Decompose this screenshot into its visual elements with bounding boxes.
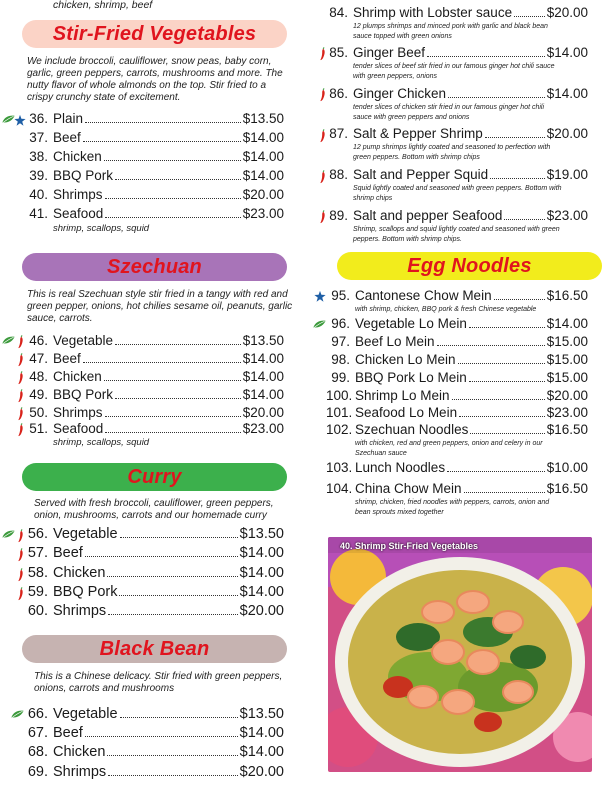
menu-item-row	[326, 481, 588, 499]
item-price: $14.00	[546, 86, 588, 101]
item-note: tender slices of beef stir fried in our famous ginger hot chili sauce with green peppers, onions	[353, 63, 555, 80]
item-note: with shrimp, chicken, BBQ pork & fresh Chinese vegetable	[355, 306, 537, 313]
chili-icon	[16, 548, 30, 562]
item-note: Squid lightly coated and seasoned with green peppers. Bottom with shrimp chips	[353, 185, 562, 202]
item-name: Shrimp with Lobster sauce	[353, 5, 513, 20]
item-price: $14.00	[239, 565, 284, 581]
menu-item-row	[326, 288, 588, 306]
item-name: Beef	[53, 545, 83, 561]
leader-dots	[504, 219, 544, 220]
leader-dots	[469, 381, 545, 382]
item-name: Beef	[53, 725, 83, 741]
item-number: 100.	[326, 388, 353, 403]
menu-item-row	[26, 206, 284, 224]
item-name: BBQ Pork	[53, 387, 114, 402]
item-note: Shrimp, scallops and squid lightly coated and seasoned with green peppers. Bottom with shrimp chips.	[353, 226, 560, 243]
item-name: Chicken	[53, 744, 106, 760]
item-price: $15.00	[546, 370, 588, 385]
item-name: Vegetable	[53, 526, 118, 542]
chili-icon	[16, 568, 30, 582]
item-price: $14.00	[242, 130, 284, 145]
item-price: $15.00	[546, 334, 588, 349]
item-price: $19.00	[546, 167, 588, 182]
leader-dots	[104, 160, 241, 161]
item-price: $20.00	[242, 187, 284, 202]
item-number: 102.	[326, 422, 353, 437]
item-name: Vegetable	[53, 706, 118, 722]
item-price: $14.00	[239, 725, 284, 741]
leader-dots	[514, 16, 545, 17]
star-icon	[313, 289, 327, 303]
leader-dots	[494, 299, 545, 300]
item-name: Seafood Lo Mein	[355, 405, 458, 420]
menu-item-row	[326, 352, 588, 370]
item-number: 95.	[331, 288, 350, 303]
item-price: $23.00	[242, 206, 284, 221]
item-name: Chicken	[53, 149, 102, 164]
item-price: $20.00	[239, 603, 284, 619]
chili-icon	[318, 47, 332, 61]
leader-dots	[448, 97, 545, 98]
item-price: $14.00	[239, 744, 284, 760]
item-number: 38.	[29, 149, 48, 164]
menu-item-row	[26, 187, 284, 205]
leader-dots	[490, 178, 545, 179]
item-price: $13.50	[242, 111, 284, 126]
food-photo	[328, 537, 592, 772]
item-note: 12 pump shrimps lightly coated and seasoned to perfection with green peppers. Bottom with shrimp chips	[353, 144, 551, 161]
leader-dots	[427, 56, 545, 57]
leader-dots	[83, 141, 241, 142]
szechuan-seafood-note: shrimp, scallops, squid	[53, 437, 150, 448]
item-name: Beef	[53, 130, 81, 145]
leader-dots	[470, 433, 544, 434]
item-number: 41.	[29, 206, 48, 221]
item-name: Shrimps	[53, 764, 107, 780]
item-price: $14.00	[242, 168, 284, 183]
chili-icon	[318, 88, 332, 102]
item-name: Beef Lo Mein	[355, 334, 435, 349]
menu-item-row	[326, 422, 588, 440]
item-number: 101.	[326, 405, 353, 420]
item-name: Szechuan Noodles	[355, 422, 469, 437]
menu-item-row	[26, 706, 284, 724]
chili-icon	[16, 389, 30, 403]
menu-item-row	[326, 167, 588, 185]
leader-dots	[464, 492, 545, 493]
item-name: Beef	[53, 351, 81, 366]
item-number: 50.	[29, 405, 48, 420]
menu-item-row	[26, 369, 284, 387]
item-number: 86.	[329, 86, 348, 101]
chili-icon	[16, 371, 30, 385]
leader-dots	[85, 736, 238, 737]
item-price: $16.50	[546, 288, 588, 303]
item-name: Cantonese Chow Mein	[355, 288, 492, 303]
item-note: shrimp, chicken, fried noodles with peppers, carrots, onion and bean sprouts mixed together	[355, 499, 550, 516]
menu-item-row	[326, 388, 588, 406]
leader-dots	[85, 556, 238, 557]
menu-item-row	[26, 725, 284, 743]
leader-dots	[452, 399, 545, 400]
star-icon	[13, 113, 27, 127]
item-price: $13.50	[242, 333, 284, 348]
menu-item-row	[326, 86, 588, 104]
menu-item-row	[26, 565, 284, 583]
item-number: 40.	[29, 187, 48, 202]
leader-dots	[115, 179, 241, 180]
menu-item-row	[326, 316, 588, 334]
leader-dots	[105, 198, 241, 199]
leader-dots	[119, 595, 237, 596]
menu-item-row	[26, 421, 284, 439]
menu-item-row	[326, 5, 588, 23]
menu-item-row	[26, 584, 284, 602]
menu-item-row	[26, 149, 284, 167]
item-price: $20.00	[239, 764, 284, 780]
curry-description: Served with fresh broccoli, cauliflower, green peppers, onion, mushrooms, carrots and our homemade curry	[34, 498, 274, 521]
top-fragment-text: chicken, shrimp, beef	[53, 0, 153, 11]
chili-icon	[318, 210, 332, 224]
item-name: Vegetable	[53, 333, 114, 348]
menu-item-row	[26, 744, 284, 762]
item-note: 12 plumps shrimps and minced pork with garlic and black bean sauce topped with green onions	[353, 23, 548, 40]
leaf-icon	[10, 708, 24, 722]
stir-fried-seafood-note: shrimp, scallops, squid	[53, 223, 150, 234]
item-number: 98.	[331, 352, 350, 367]
item-price: $16.50	[546, 422, 588, 437]
item-name: Salt and pepper Seafood	[353, 208, 503, 223]
item-number: 103.	[326, 460, 353, 475]
leaf-icon	[1, 334, 15, 348]
stir-fried-description: We include broccoli, cauliflower, snow peas, baby corn, garlic, green peppers, carrots, mushrooms and more. The nutty flavor of whole almonds on the top. Stir fried to a crispy crunchy state of excitement.	[27, 56, 283, 103]
item-name: BBQ Pork	[53, 584, 118, 600]
leader-dots	[105, 416, 241, 417]
leader-dots	[83, 362, 241, 363]
menu-item-row	[26, 333, 284, 351]
item-name: Shrimps	[53, 405, 103, 420]
item-price: $15.00	[546, 352, 588, 367]
item-price: $10.00	[546, 460, 588, 475]
menu-item-row	[26, 545, 284, 563]
item-number: 84.	[329, 5, 348, 20]
item-number: 47.	[29, 351, 48, 366]
item-number: 59.	[27, 584, 48, 600]
item-price: $20.00	[546, 388, 588, 403]
item-price: $14.00	[242, 149, 284, 164]
item-price: $16.50	[546, 481, 588, 496]
item-price: $23.00	[546, 208, 588, 223]
item-number: 96.	[331, 316, 350, 331]
chili-icon	[16, 529, 30, 543]
leader-dots	[437, 345, 545, 346]
item-name: Shrimps	[53, 187, 103, 202]
szechuan-description: This is real Szechuan style stir fried in a tangy with red and green pepper, onions, hot chilies sesame oil, peanuts, garlic sauce, carrots.	[27, 289, 293, 324]
item-price: $20.00	[546, 5, 588, 20]
item-number: 97.	[331, 334, 350, 349]
menu-item-row	[26, 351, 284, 369]
item-name: BBQ Pork Lo Mein	[355, 370, 467, 385]
item-name: Salt & Pepper Shrimp	[353, 126, 483, 141]
leader-dots	[459, 416, 545, 417]
leader-dots	[108, 614, 237, 615]
item-price: $14.00	[242, 387, 284, 402]
item-number: 49.	[29, 387, 48, 402]
item-number: 51.	[29, 421, 48, 436]
item-name: Salt and Pepper Squid	[353, 167, 489, 182]
leader-dots	[120, 537, 238, 538]
item-number: 99.	[331, 370, 350, 385]
leader-dots	[469, 327, 545, 328]
item-number: 46.	[29, 333, 48, 348]
leader-dots	[108, 775, 237, 776]
item-number: 37.	[29, 130, 48, 145]
item-number: 88.	[329, 167, 348, 182]
item-name: BBQ Pork	[53, 168, 114, 183]
item-number: 56.	[27, 526, 48, 542]
chili-icon	[16, 407, 30, 421]
item-note: tender slices of chicken stir fried in our famous ginger hot chili sauce with green peppers and onions	[353, 104, 545, 121]
section-banner-black-bean: Black Bean	[22, 635, 287, 663]
leaf-icon	[1, 528, 15, 542]
item-number: 39.	[29, 168, 48, 183]
item-note: with chicken, red and green peppers, onion and celery in our Szechuan sauce	[355, 440, 543, 457]
leader-dots	[105, 217, 240, 218]
menu-item-row	[26, 130, 284, 148]
item-number: 57.	[27, 545, 48, 561]
shrimp-stir-fry-image	[328, 537, 592, 772]
item-number: 68.	[27, 744, 48, 760]
chili-icon	[16, 335, 30, 349]
item-name: Shrimps	[53, 603, 107, 619]
menu-item-row	[26, 387, 284, 405]
item-number: 48.	[29, 369, 48, 384]
item-number: 85.	[329, 45, 348, 60]
leader-dots	[104, 380, 241, 381]
leader-dots	[447, 471, 545, 472]
item-name: Plain	[53, 111, 84, 126]
item-number: 87.	[329, 126, 348, 141]
item-price: $14.00	[239, 584, 284, 600]
section-banner-stir-fried: Stir-Fried Vegetables	[22, 20, 287, 48]
leaf-icon	[312, 318, 326, 332]
item-name: Lunch Noodles	[355, 460, 446, 475]
item-name: Chicken Lo Mein	[355, 352, 456, 367]
chili-icon	[16, 423, 30, 437]
item-price: $14.00	[239, 545, 284, 561]
item-name: Seafood	[53, 206, 104, 221]
item-price: $13.50	[239, 706, 284, 722]
menu-item-row	[26, 603, 284, 621]
leader-dots	[107, 755, 237, 756]
menu-item-row	[326, 334, 588, 352]
chili-icon	[318, 129, 332, 143]
leader-dots	[120, 717, 238, 718]
menu-item-row	[326, 405, 588, 423]
menu-item-row	[26, 111, 284, 129]
menu-item-row	[26, 764, 284, 782]
menu-item-row	[326, 460, 588, 478]
item-name: Seafood	[53, 421, 104, 436]
item-price: $23.00	[546, 405, 588, 420]
item-price: $23.00	[242, 421, 284, 436]
leader-dots	[115, 398, 241, 399]
menu-item-row	[26, 168, 284, 186]
item-price: $14.00	[242, 369, 284, 384]
section-banner-egg-noodles: Egg Noodles	[337, 252, 602, 280]
chili-icon	[16, 353, 30, 367]
chili-icon	[318, 170, 332, 184]
item-name: China Chow Mein	[355, 481, 462, 496]
item-number: 60.	[27, 603, 48, 619]
menu-item-row	[326, 45, 588, 63]
item-number: 89.	[329, 208, 348, 223]
section-banner-szechuan: Szechuan	[22, 253, 287, 281]
chili-icon	[16, 587, 30, 601]
photo-caption: 40. Shrimp Stir-Fried Vegetables	[340, 541, 479, 551]
item-price: $14.00	[546, 45, 588, 60]
item-price: $14.00	[242, 351, 284, 366]
black-bean-description: This is a Chinese delicacy. Stir fried with green peppers, onions, carrots and mushrooms	[34, 671, 283, 694]
item-name: Vegetable Lo Mein	[355, 316, 467, 331]
item-name: Chicken	[53, 369, 102, 384]
leader-dots	[107, 576, 237, 577]
item-number: 104.	[326, 481, 353, 496]
item-name: Chicken	[53, 565, 106, 581]
leader-dots	[458, 363, 545, 364]
item-number: 58.	[27, 565, 48, 581]
menu-item-row	[326, 126, 588, 144]
item-name: Ginger Beef	[353, 45, 426, 60]
item-name: Ginger Chicken	[353, 86, 447, 101]
leader-dots	[115, 344, 241, 345]
menu-item-row	[26, 526, 284, 544]
item-price: $20.00	[546, 126, 588, 141]
leader-dots	[85, 122, 241, 123]
item-number: 66.	[27, 706, 48, 722]
item-price: $14.00	[546, 316, 588, 331]
leader-dots	[485, 137, 545, 138]
item-number: 69.	[27, 764, 48, 780]
item-price: $13.50	[239, 526, 284, 542]
leader-dots	[105, 432, 240, 433]
menu-item-row	[326, 208, 588, 226]
item-price: $20.00	[242, 405, 284, 420]
section-banner-curry: Curry	[22, 463, 287, 491]
item-number: 67.	[27, 725, 48, 741]
item-number: 36.	[29, 111, 48, 126]
item-name: Shrimp Lo Mein	[355, 388, 450, 403]
menu-item-row	[326, 370, 588, 388]
